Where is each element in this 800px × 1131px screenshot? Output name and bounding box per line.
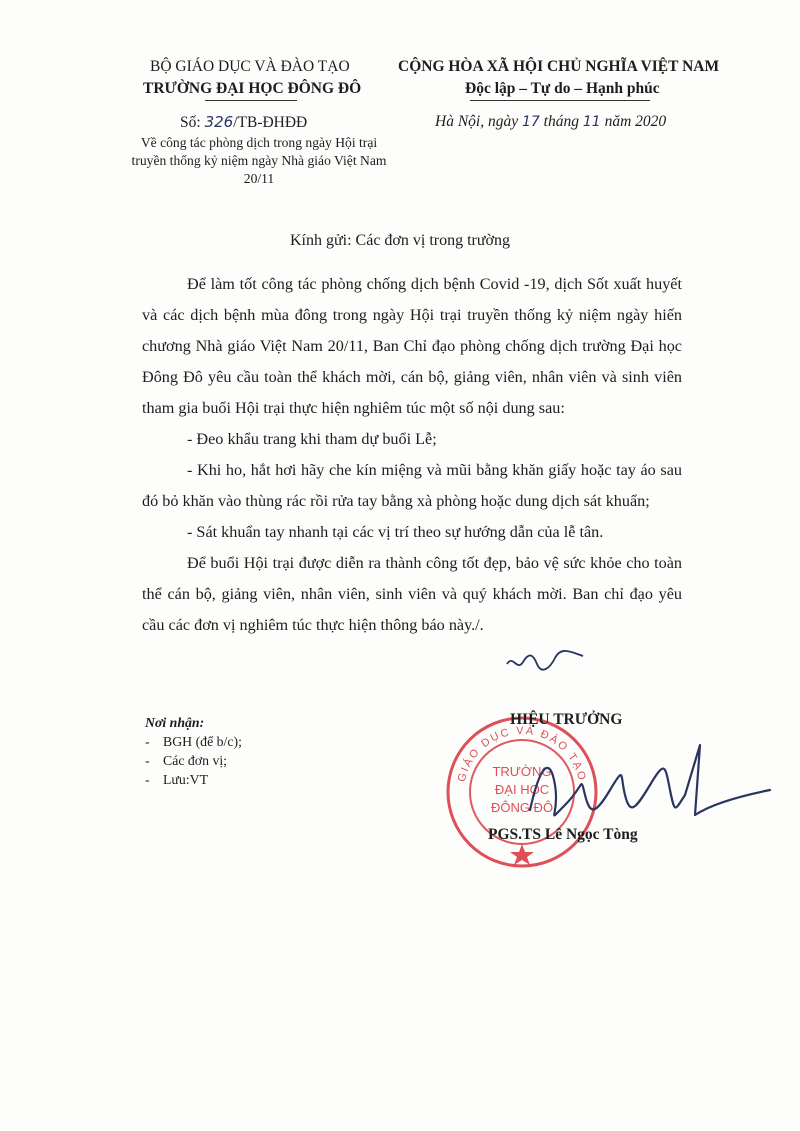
ministry-name: BỘ GIÁO DỤC VÀ ĐÀO TẠO xyxy=(150,58,350,75)
recipients-block xyxy=(145,713,242,789)
stamp-text-1: TRƯỜNG xyxy=(492,764,552,779)
initials-scribble xyxy=(505,648,585,674)
university-name: TRƯỜNG ĐẠI HỌC ĐÔNG ĐÔ xyxy=(143,80,362,97)
body-item-3: - Sát khuẩn tay nhanh tại các vị trí theo sự hướng dẫn của lễ tân. xyxy=(187,523,604,541)
recipient-text: Lưu:VT xyxy=(163,772,209,787)
month-label: tháng xyxy=(543,113,579,130)
place-date xyxy=(435,113,666,131)
stamp-text-3: ĐÔNG ĐÔ xyxy=(490,800,554,815)
national-motto: Độc lập – Tự do – Hạnh phúc xyxy=(465,80,660,97)
signer-title: HIỆU TRƯỞNG xyxy=(510,711,623,728)
nation-name: CỘNG HÒA XÃ HỘI CHỦ NGHĨA VIỆT NAM xyxy=(398,58,720,75)
document-number-handwritten: 326 xyxy=(204,113,234,131)
day-handwritten: 17 xyxy=(521,114,540,130)
document-body xyxy=(142,269,682,641)
document-number-suffix: /TB-ĐHĐĐ xyxy=(233,114,308,131)
recipient-text: BGH (để b/c); xyxy=(163,734,242,749)
greeting: Kính gửi: Các đơn vị trong trường xyxy=(289,232,511,249)
stamp-arc-text: GIÁO DỤC VÀ ĐÀO TẠO xyxy=(455,724,589,784)
place-prefix: Hà Nội, ngày xyxy=(435,113,519,130)
handwritten-signature xyxy=(525,735,775,835)
recipient-item: - BGH (để b/c); xyxy=(145,734,242,749)
recipient-item: - Lưu:VT xyxy=(145,772,209,787)
motto-underline xyxy=(470,100,650,101)
university-underline xyxy=(205,100,297,101)
recipients-list xyxy=(145,732,242,789)
body-item-1: - Đeo khẩu trang khi tham dự buổi Lễ; xyxy=(187,430,437,448)
recipient-text: Các đơn vị; xyxy=(163,753,228,768)
body-intro: Để làm tốt công tác phòng chống dịch bệnh Covid -19, dịch Sốt xuất huyết và các dịch bệnh mùa đông trong ngày Hội trại truyền thống kỷ niệm ngày hiến chương Nhà giáo Việt Nam 20/11, Ban Chỉ đạo phòng chống dịch trường Đại học Đông Đô yêu cầu toàn thể khách mời, cán bộ, giảng viên, nhân viên và sinh viên tham gia buổi Hội trại thực hiện nghiêm túc một số nội dung sau: xyxy=(142,275,682,417)
body-item-2: - Khi ho, hắt hơi hãy che kín miệng và mũi bằng khăn giấy hoặc tay áo sau đó bỏ khăn vào thùng rác rồi rửa tay bằng xà phòng hoặc dung dịch sát khuẩn; xyxy=(142,461,682,510)
recipient-item: - Các đơn vị; xyxy=(145,753,228,768)
document-subject: Về công tác phòng dịch trong ngày Hội trại truyền thống kỷ niệm ngày Nhà giáo Việt Nam 20/11 xyxy=(131,135,387,186)
stamp-text-2: ĐẠI HỌC xyxy=(494,782,550,797)
recipients-title: Nơi nhận: xyxy=(145,715,205,730)
month-handwritten: 11 xyxy=(582,114,601,130)
year-label: năm 2020 xyxy=(604,113,667,130)
document-number xyxy=(180,113,307,132)
document-number-prefix: Số: xyxy=(180,114,201,131)
signer-name: PGS.TS Lê Ngọc Tòng xyxy=(488,826,638,843)
body-closing: Để buổi Hội trại được diễn ra thành công tốt đẹp, bảo vệ sức khỏe cho toàn thể cán bộ, giảng viên, nhân viên, sinh viên và quý khách mời. Ban chỉ đạo yêu cầu các đơn vị nghiêm túc thực hiện thông báo này./. xyxy=(142,554,682,634)
